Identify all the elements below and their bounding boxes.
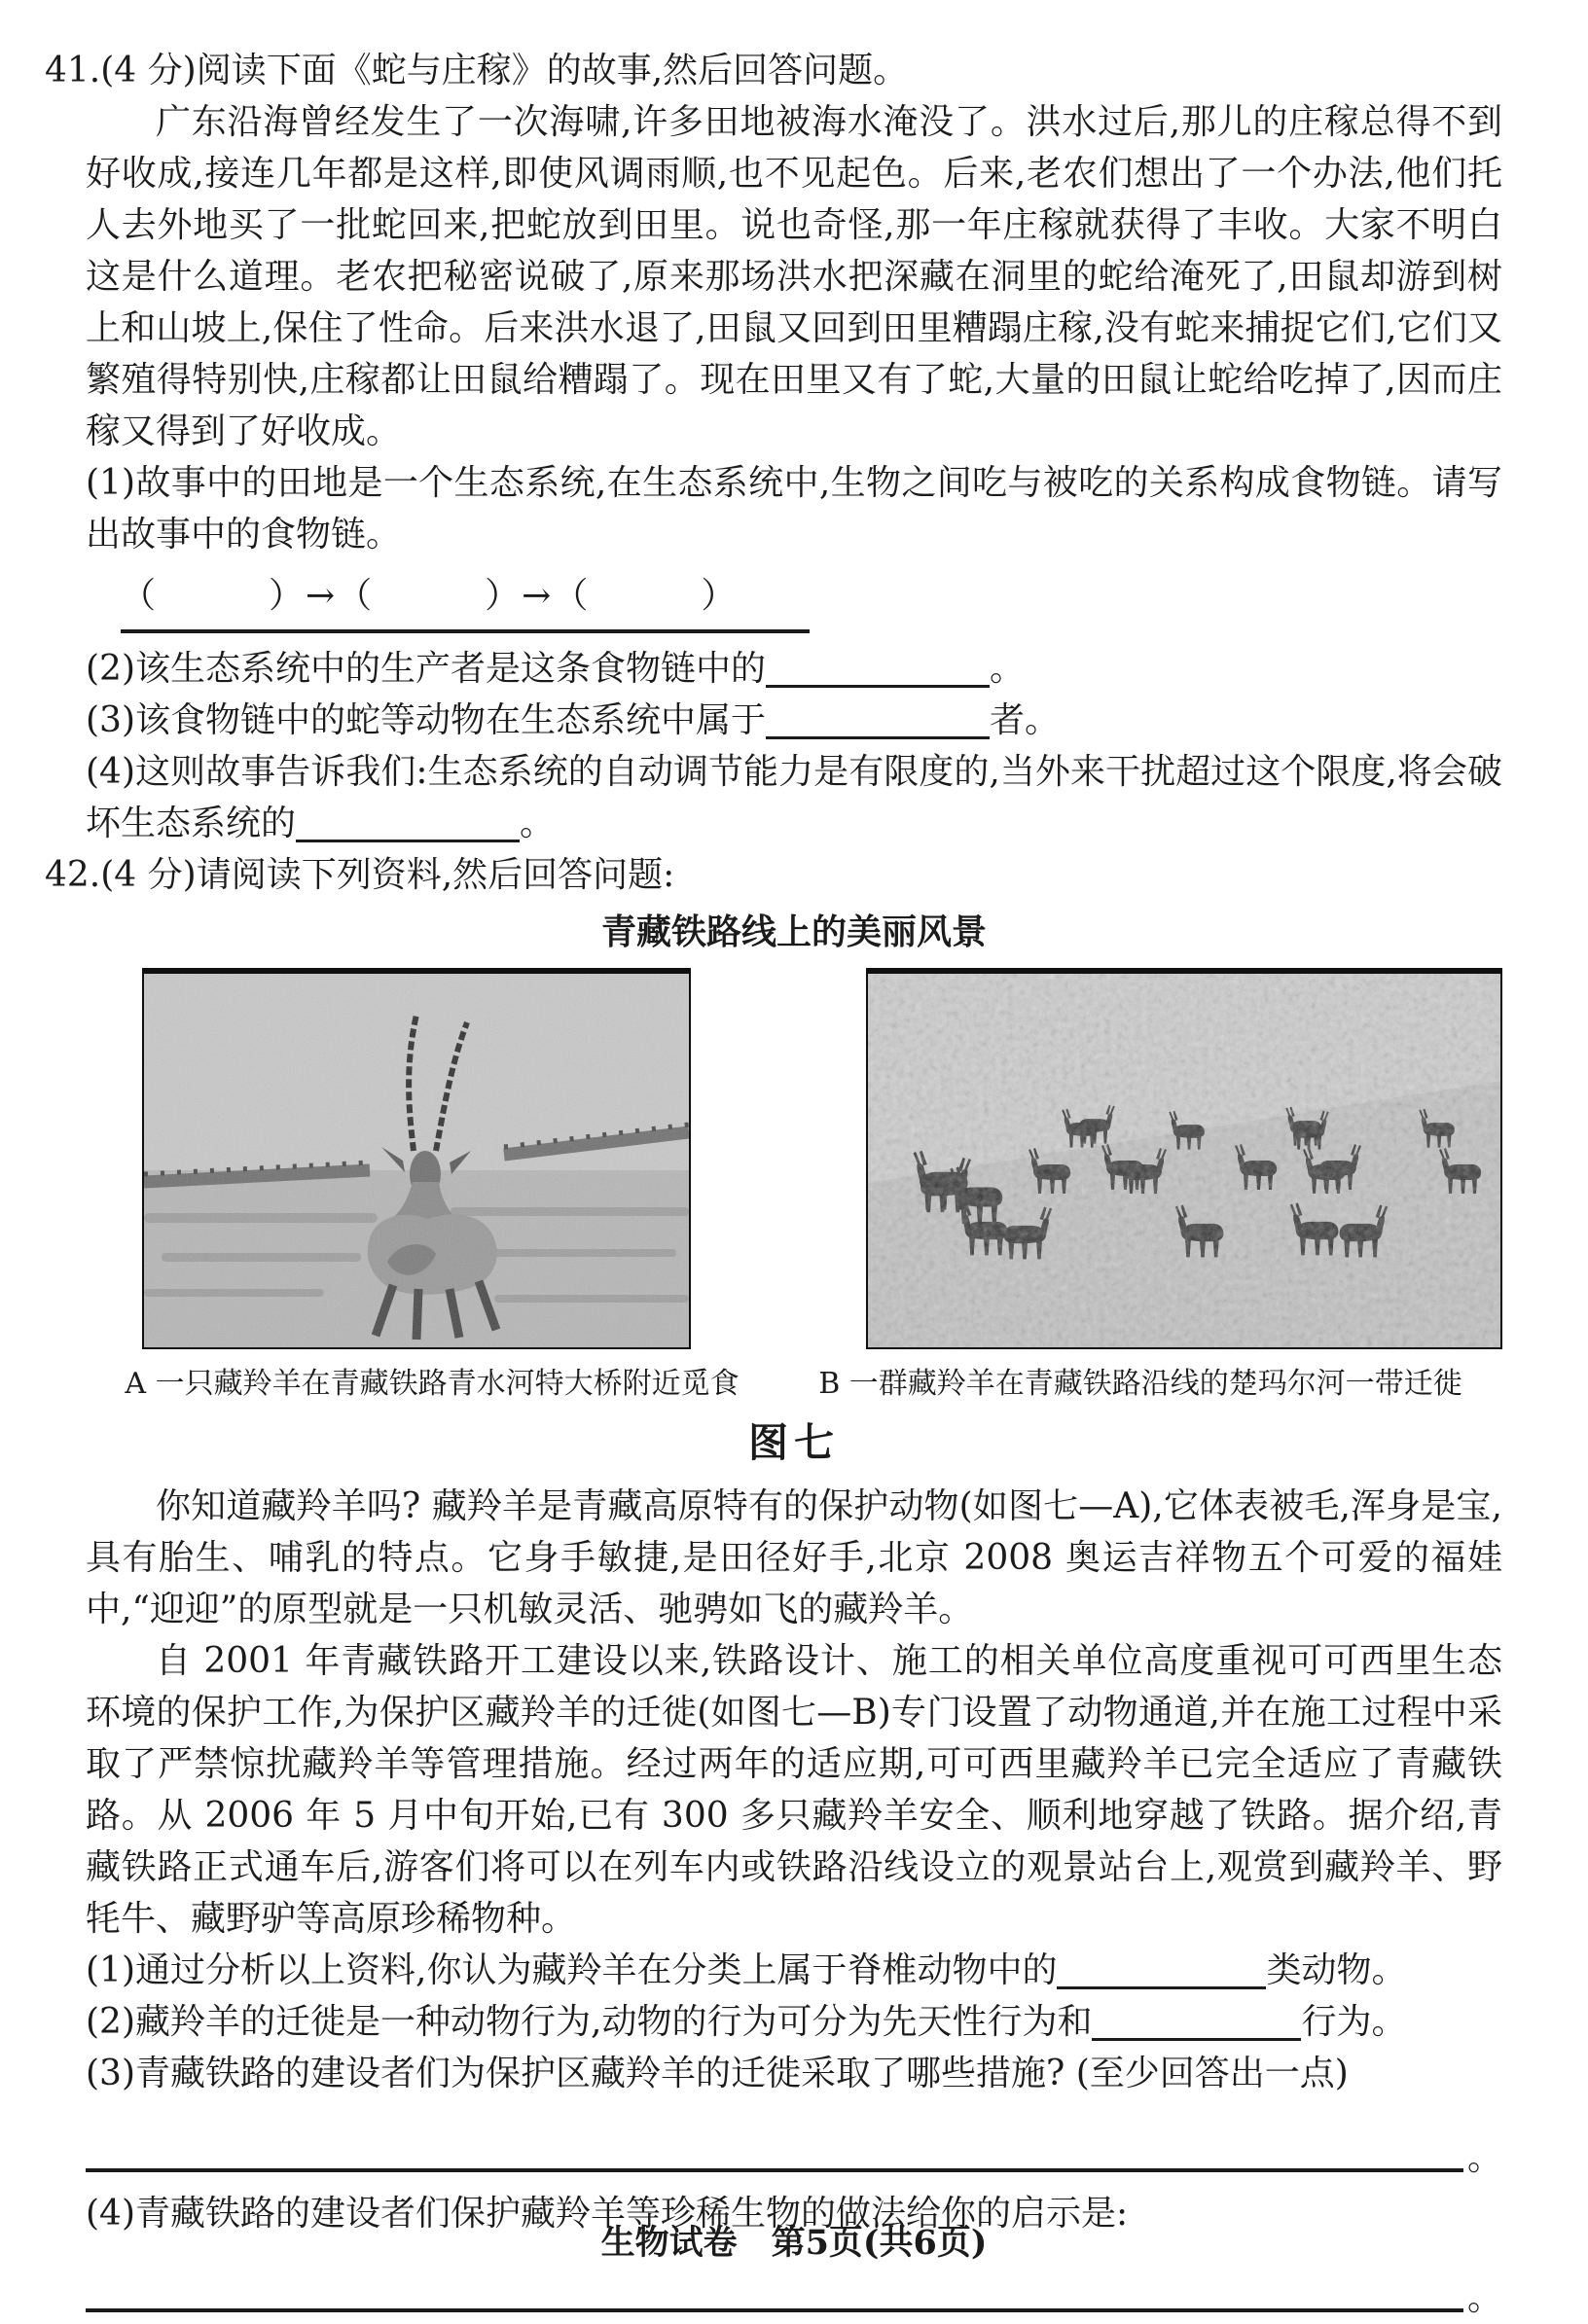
q42-para2: 自 2001 年青藏铁路开工建设以来,铁路设计、施工的相关单位高度重视可可西里生态环境的保护工作,为保护区藏羚羊的迁徙(如图七—B)专门设置了动物通道,并在施工过程中采取了严禁惊扰藏羚羊等管理措施。经过两年的适应期,可可西里藏羚羊已完全适应了青藏铁路。从 2006 年 5 月中旬开始,已有 300 多只藏羚羊安全、顺利地穿越了铁路。据介绍,青藏铁路正式通车后,游客们将可以在列车内或铁路沿线设立的观景站台上,观赏到藏羚羊、野牦牛、藏野驴等高原珍稀物种。 [86,1641,1502,1939]
q42-sub1-tail: 类动物。 [1266,1950,1407,1990]
photo-captions [86,1365,1502,1404]
answer-blank-q42-1 [1057,1951,1266,1989]
page-footer: 生物试卷 第5页(共6页) [600,2223,988,2263]
answer-rule [86,2168,1463,2172]
antelope-single-illustration [144,974,689,1347]
answer-blank-q41-3 [766,701,990,739]
line-end-period: 。 [1466,2278,1502,2318]
answer-rule [86,2308,1463,2312]
figure-seven-label: 图七 [748,1419,840,1466]
food-chain-blanks: （ ）→（ ）→（ ） [121,576,739,616]
q41-sub2 [86,643,1502,695]
answer-line-q42-3 [86,2132,1502,2184]
q41-sub3-tail: 者。 [990,700,1061,740]
q42-sub4: (4)青藏铁路的建设者们保护藏羚羊等珍稀生物的做法给你的启示是: [86,2194,1129,2234]
film-grain-overlay [144,974,689,1347]
q41-food-chain-answer-area [121,570,810,633]
q41-sub4 [86,746,1502,849]
q42-sub2-text: (2)藏羚羊的迁徙是一种动物行为,动物的行为可分为先天性行为和 [86,2002,1093,2042]
answer-line-q42-4 [86,2272,1502,2324]
antelope-herd-illustration [868,974,1500,1347]
q41-story: 广东沿海曾经发生了一次海啸,许多田地被海水淹没了。洪水过后,那儿的庄稼总得不到好收成,接连几年都是这样,即使风调雨顺,也不见起色。后来,老农们想出了一个办法,他们托人去外地买了一批蛇回来,把蛇放到田里。说也奇怪,那一年庄稼就获得了丰收。大家不明白这是什么道理。老农把秘密说破了,原来那场洪水把深藏在洞里的蛇给淹死了,田鼠却游到树上和山坡上,保住了性命。后来洪水退了,田鼠又回到田里糟蹋庄稼,没有蛇来捕捉它们,它们又繁殖得特别快,庄稼都让田鼠给糟蹋了。现在田里又有了蛇,大量的田鼠让蛇给吃掉了,因而庄稼又得到了好收成。 [86,102,1502,451]
q42-sub1-text: (1)通过分析以上资料,你认为藏羚羊在分类上属于脊椎动物中的 [86,1950,1058,1990]
q42-sub2-tail: 行为。 [1301,2002,1407,2042]
q42-sub2 [86,1996,1502,2048]
q42-sub3: (3)青藏铁路的建设者们为保护区藏羚羊的迁徙采取了哪些措施? (至少回答出一点) [86,2054,1349,2093]
q41-sub2-tail: 。 [990,649,1026,689]
photo-antelope-single [142,968,691,1349]
figure-title: 青藏铁路线上的美丽风景 [600,912,987,952]
q41-sub4-text: (4)这则故事告诉我们:生态系统的自动调节能力是有限度的,当外来干扰超过这个限度,将会破坏生态系统的 [86,752,1502,843]
q42-sub1 [86,1945,1502,1996]
q41-sub3 [86,695,1502,746]
q41-header: 41.(4 分)阅读下面《蛇与庄稼》的故事,然后回答问题。 [45,51,909,90]
answer-blank-q41-4 [296,804,520,842]
film-grain-overlay [868,974,1500,1347]
answer-blank-q42-2 [1092,2003,1301,2041]
figure-seven-photos [86,968,1502,1349]
q41-sub1: (1)故事中的田地是一个生态系统,在生态系统中,生物之间吃与被吃的关系构成食物链。请写出故事中的食物链。 [86,463,1502,554]
caption-photo-a: A 一只藏羚羊在青藏铁路青水河特大桥附近觅食 [125,1367,740,1401]
line-end-period: 。 [1466,2138,1502,2178]
q41-sub4-tail: 。 [520,804,556,843]
q42-header: 42.(4 分)请阅读下列资料,然后回答问题: [45,855,675,895]
q42-para1: 你知道藏羚羊吗? 藏羚羊是青藏高原特有的保护动物(如图七—A),它体表被毛,浑身是宝,具有胎生、哺乳的特点。它身手敏捷,是田径好手,北京 2008 奥运吉祥物五个可爱的福娃中,“迎迎”的原型就是一只机敏灵活、驰骋如飞的藏羚羊。 [86,1486,1502,1629]
photo-antelope-herd [866,968,1502,1349]
q41-sub3-text: (3)该食物链中的蛇等动物在生态系统中属于 [86,700,766,740]
answer-blank-q41-2 [766,650,990,688]
caption-photo-b: B 一群藏羚羊在青藏铁路沿线的楚玛尔河一带迁徙 [818,1367,1462,1401]
q41-sub2-text: (2)该生态系统中的生产者是这条食物链中的 [86,649,766,689]
